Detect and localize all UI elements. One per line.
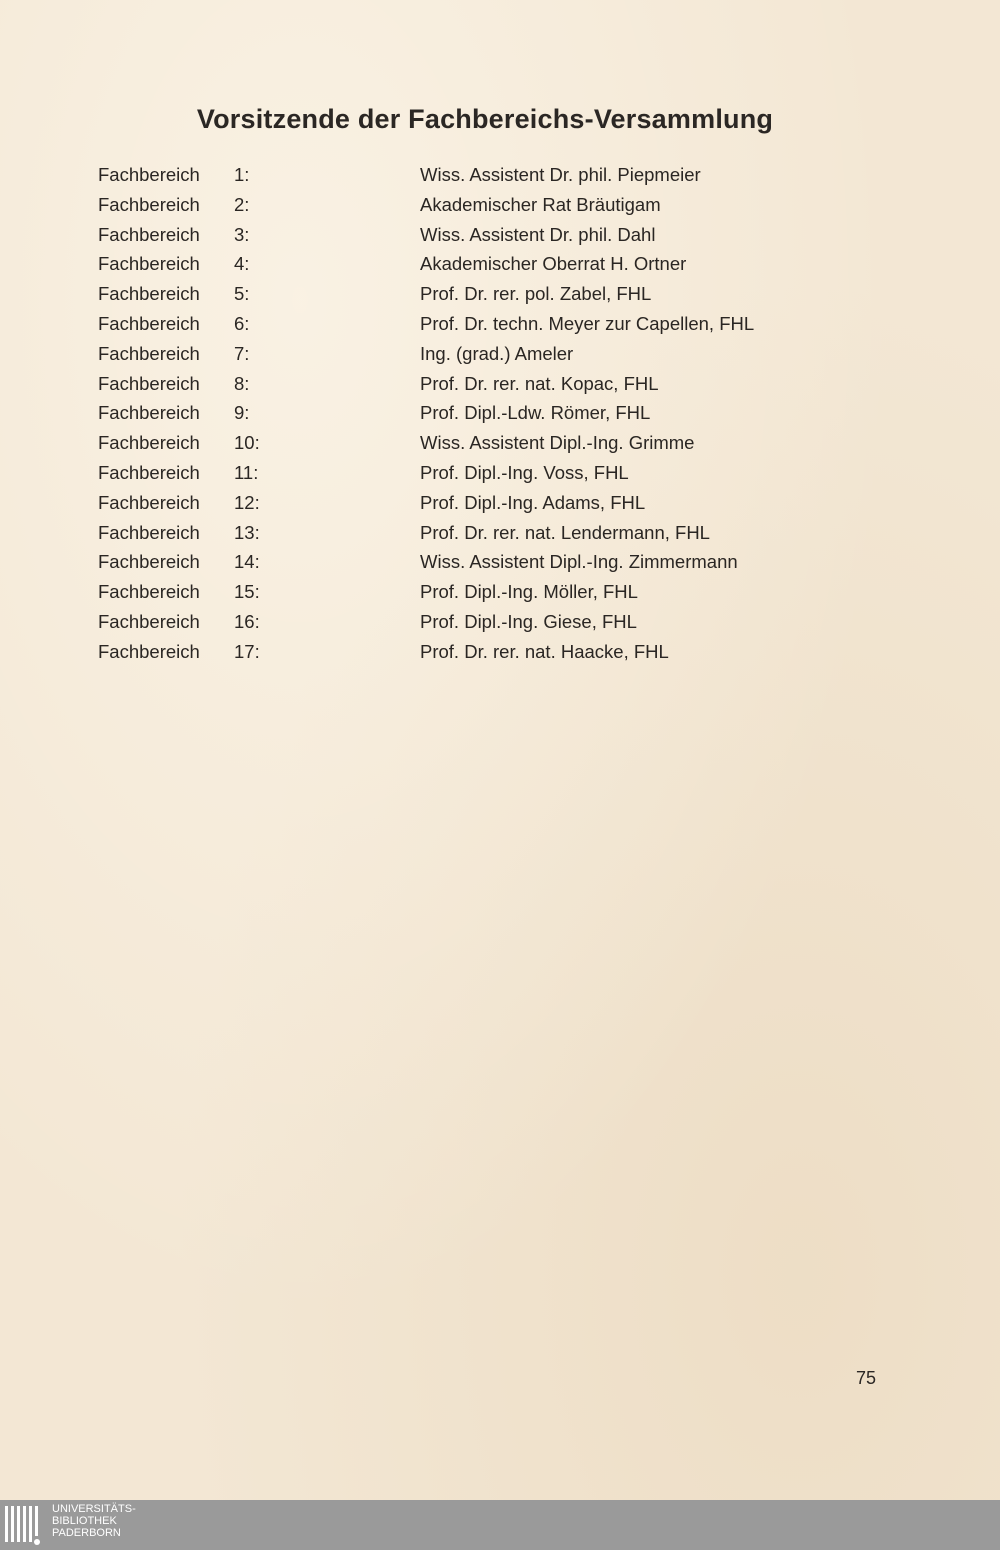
- department-label: Fachbereich: [98, 432, 200, 454]
- list-item: [98, 279, 858, 309]
- department-label: Fachbereich: [98, 372, 200, 394]
- department-label: Fachbereich: [98, 164, 200, 185]
- department-label: Fachbereich: [98, 551, 200, 573]
- list-item: [98, 547, 858, 577]
- department-label: Fachbereich: [98, 223, 200, 245]
- logo-line: PADERBORN: [52, 1527, 121, 1539]
- department-label: Fachbereich: [98, 640, 200, 662]
- list-item: [98, 637, 858, 667]
- chair-name: Wiss. Assistent Dipl.-Ing. Zimmermann: [420, 551, 738, 573]
- list-item: [98, 160, 858, 190]
- list-item: [98, 518, 858, 548]
- list-item: [98, 488, 858, 518]
- list-item: [98, 458, 858, 488]
- department-number: 15:: [234, 581, 260, 603]
- department-label: Fachbereich: [98, 283, 200, 305]
- department-number: 1:: [234, 164, 250, 185]
- department-number: 2:: [234, 193, 250, 215]
- list-item: [98, 428, 858, 458]
- chair-name: Wiss. Assistent Dr. phil. Piepmeier: [420, 164, 701, 185]
- department-number: 10:: [234, 432, 260, 454]
- list-item: [98, 249, 858, 279]
- chair-name: Prof. Dr. techn. Meyer zur Capellen, FHL: [420, 312, 755, 334]
- logo-line: UNIVERSITÄTS-: [52, 1503, 136, 1515]
- department-number: 5:: [234, 283, 250, 305]
- chair-name: Prof. Dipl.-Ing. Adams, FHL: [420, 491, 646, 513]
- footer-bar: [0, 1500, 1000, 1550]
- department-number: 11:: [234, 461, 259, 483]
- department-label: Fachbereich: [98, 461, 200, 483]
- department-number: 17:: [234, 640, 260, 662]
- department-number: 13:: [234, 521, 260, 543]
- chair-name: Prof. Dr. rer. pol. Zabel, FHL: [420, 283, 652, 305]
- department-number: 12:: [234, 491, 260, 513]
- library-logo-text: [52, 1503, 136, 1539]
- chair-name: Ing. (grad.) Ameler: [420, 342, 574, 364]
- department-label: Fachbereich: [98, 491, 200, 513]
- chair-name: Akademischer Oberrat H. Ortner: [420, 253, 687, 275]
- department-label: Fachbereich: [98, 193, 200, 215]
- department-label: Fachbereich: [98, 312, 200, 334]
- department-number: 7:: [234, 342, 250, 364]
- chair-name: Prof. Dipl.-Ing. Voss, FHL: [420, 461, 629, 483]
- chair-name: Prof. Dipl.-Ing. Möller, FHL: [420, 581, 638, 603]
- list-item: [98, 577, 858, 607]
- department-label: Fachbereich: [98, 521, 200, 543]
- chair-name: Wiss. Assistent Dr. phil. Dahl: [420, 223, 656, 245]
- chair-name: Prof. Dipl.-Ing. Giese, FHL: [420, 610, 637, 632]
- list-item: [98, 339, 858, 369]
- department-number: 16:: [234, 610, 260, 632]
- list-item: [98, 309, 858, 339]
- list-item: [98, 190, 858, 220]
- chair-name: Prof. Dr. rer. nat. Haacke, FHL: [420, 640, 669, 662]
- list-item: [98, 369, 858, 399]
- page-title: Vorsitzende der Fachbereichs-Versammlung: [196, 104, 774, 134]
- department-label: Fachbereich: [98, 581, 200, 603]
- department-label: Fachbereich: [98, 402, 200, 424]
- chair-list: [98, 160, 858, 667]
- chair-name: Prof. Dr. rer. nat. Lendermann, FHL: [420, 521, 710, 543]
- department-number: 3:: [234, 223, 250, 245]
- list-item: [98, 607, 858, 637]
- chair-name: Wiss. Assistent Dipl.-Ing. Grimme: [420, 432, 695, 454]
- university-library-logo-icon: [4, 1504, 46, 1548]
- page-number: 75: [856, 1368, 877, 1388]
- chair-name: Prof. Dr. rer. nat. Kopac, FHL: [420, 372, 659, 394]
- logo-line: BIBLIOTHEK: [52, 1515, 117, 1527]
- department-label: Fachbereich: [98, 253, 200, 275]
- list-item: [98, 398, 858, 428]
- chair-name: Akademischer Rat Bräutigam: [420, 193, 661, 215]
- department-number: 4:: [234, 253, 250, 275]
- department-number: 9:: [234, 402, 250, 424]
- list-item: [98, 220, 858, 250]
- department-number: 14:: [234, 551, 260, 573]
- department-label: Fachbereich: [98, 342, 200, 364]
- department-number: 8:: [234, 372, 250, 394]
- chair-name: Prof. Dipl.-Ldw. Römer, FHL: [420, 402, 651, 424]
- department-label: Fachbereich: [98, 610, 200, 632]
- department-number: 6:: [234, 312, 250, 334]
